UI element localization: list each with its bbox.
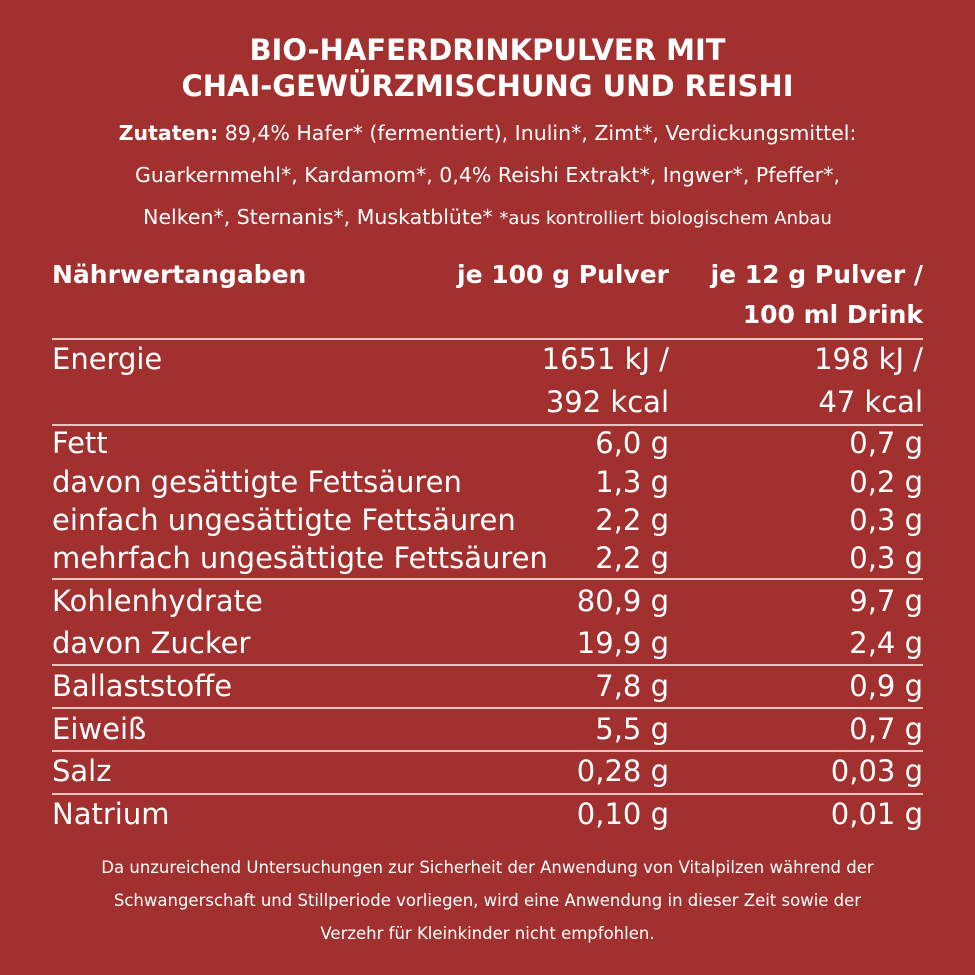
ingredients-line-2: Guarkernmehl*, Kardamom*, 0,4% Reishi Extrakt*, Ingwer*, Pfeffer*, [135, 163, 840, 187]
row-label: Eiweiß [52, 712, 147, 746]
nutrition-header-per-serving-line-1: je 12 g Pulver / [710, 260, 923, 289]
warning-line-1: Da unzureichend Untersuchungen zur Sicherheit der Anwendung von Vitalpilzen während der [101, 858, 874, 877]
nutrition-header-per-serving-line-2: 100 ml Drink [742, 300, 923, 329]
row-value-per-serving: 0,01 g [830, 797, 923, 831]
row-label: Salz [52, 754, 112, 788]
row-value-per-100g: 392 kcal [545, 385, 669, 419]
organic-note: *aus kontrolliert biologischem Anbau [499, 208, 832, 229]
table-divider [52, 793, 923, 795]
row-value-per-serving: 9,7 g [849, 584, 923, 618]
ingredients-line-1 [40, 112, 935, 154]
row-value-per-serving: 0,7 g [849, 712, 923, 746]
nutrition-header-name: Nährwertangaben [52, 260, 307, 289]
row-label: mehrfach ungesättigte Fettsäuren [52, 541, 548, 575]
row-label: Kohlenhydrate [52, 584, 263, 618]
product-title-line-1: BIO-HAFERDRINKPULVER MIT [249, 33, 726, 67]
table-divider [52, 338, 923, 340]
row-label: davon gesättigte Fettsäuren [52, 465, 462, 499]
table-divider [52, 664, 923, 666]
warning-line-3: Verzehr für Kleinkinder nicht empfohlen. [320, 924, 655, 943]
row-value-per-100g: 6,0 g [595, 426, 669, 460]
row-value-per-serving: 47 kcal [818, 385, 923, 419]
table-divider [52, 707, 923, 709]
row-value-per-100g: 0,10 g [576, 797, 669, 831]
row-value-per-100g: 2,2 g [595, 503, 669, 537]
row-value-per-serving: 0,2 g [849, 465, 923, 499]
row-value-per-serving: 2,4 g [849, 626, 923, 660]
table-divider [52, 578, 923, 580]
ingredients-line-1-text: 89,4% Hafer* (fermentiert), Inulin*, Zimt*, Verdickungsmittel: [218, 121, 857, 145]
nutrition-header-per-100g: je 100 g Pulver [457, 260, 669, 289]
ingredients-text [40, 112, 935, 240]
row-value-per-100g: 7,8 g [595, 669, 669, 703]
row-label: Ballaststoffe [52, 669, 233, 703]
row-value-per-serving: 0,9 g [849, 669, 923, 703]
table-divider [52, 750, 923, 752]
row-value-per-100g: 5,5 g [595, 712, 669, 746]
row-label: Natrium [52, 797, 170, 831]
row-value-per-100g: 19,9 g [576, 626, 669, 660]
warning-note [40, 851, 935, 950]
row-label: einfach ungesättigte Fettsäuren [52, 503, 516, 537]
row-value-per-100g: 2,2 g [595, 541, 669, 575]
ingredients-label: Zutaten: [118, 121, 219, 145]
row-label: Fett [52, 426, 108, 460]
ingredients-line-3 [40, 196, 935, 240]
row-value-per-serving: 0,7 g [849, 426, 923, 460]
row-value-per-100g: 80,9 g [576, 584, 669, 618]
row-value-per-serving: 0,3 g [849, 503, 923, 537]
row-label: davon Zucker [52, 626, 251, 660]
row-value-per-serving: 198 kJ / [814, 342, 923, 376]
row-value-per-100g: 0,28 g [576, 754, 669, 788]
row-value-per-serving: 0,03 g [830, 754, 923, 788]
row-value-per-100g: 1651 kJ / [541, 342, 669, 376]
warning-line-2: Schwangerschaft und Stillperiode vorliegen, wird eine Anwendung in dieser Zeit sowie der [113, 891, 862, 910]
row-value-per-serving: 0,3 g [849, 541, 923, 575]
product-title-line-2: CHAI-GEWÜRZMISCHUNG UND REISHI [181, 69, 794, 103]
ingredients-line-3-text: Nelken*, Sternanis*, Muskatblüte* [143, 205, 500, 229]
row-value-per-100g: 1,3 g [595, 465, 669, 499]
row-label: Energie [52, 342, 163, 376]
table-divider [52, 424, 923, 426]
nutrition-header-per-serving [711, 255, 923, 335]
